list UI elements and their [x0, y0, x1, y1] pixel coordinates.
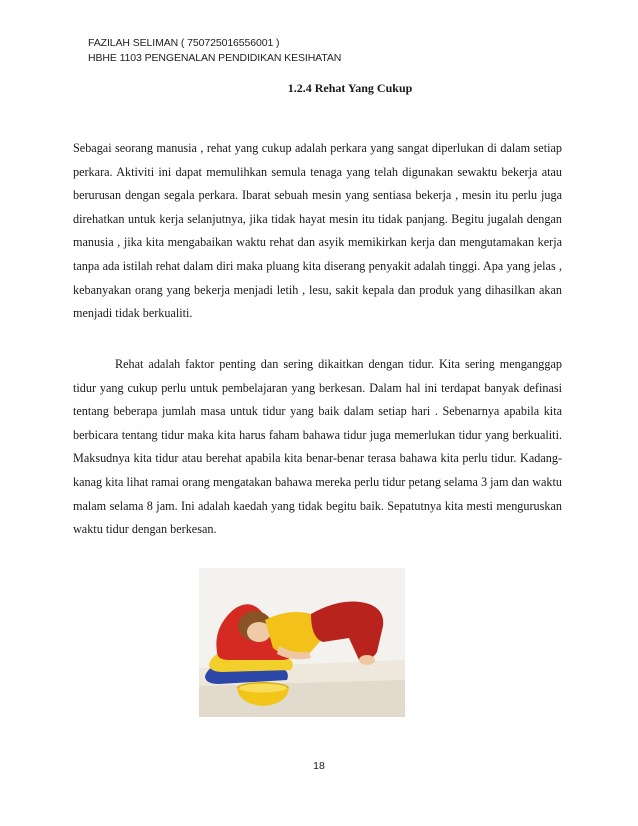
sleeping-child-illustration	[199, 568, 405, 717]
document-header	[88, 36, 341, 66]
header-course-line: HBHE 1103 PENGENALAN PENDIDIKAN KESIHATAN	[88, 52, 342, 64]
paragraph-1: Sebagai seorang manusia , rehat yang cukup adalah perkara yang sangat diperlukan di dalam setiap perkara. Aktiviti ini dapat memulihkan semula tenaga yang telah digunakan sewaktu bekerja atau berurusan dengan segala perkara. Ibarat sebuah mesin yang sentiasa bekerja , mesin itu perlu juga direhatkan untuk kerja selanjutnya, jika tidak hayat mesin itu tidak panjang. Begitu jugalah dengan manusia , jika kita mengabaikan waktu rehat dan asyik memikirkan kerja dan mengutamakan kerja tanpa ada istilah rehat dalam diri maka pluang kita diserang penyakit adalah tinggi. Apa yang jelas , kebanyakan orang yang bekerja menjadi letih , lesu, sakit kepala dan produk yang dihasilkan akan menjadi tidak berkualiti.	[73, 141, 562, 321]
header-author-line: FAZILAH SELIMAN ( 750725016556001 )	[88, 37, 280, 49]
paragraph-2: Rehat adalah faktor penting dan sering dikaitkan dengan tidur. Kita sering menganggap tidur yang cukup perlu untuk pembelajaran yang berkesan. Dalam hal ini terdapat banyak definasi tentang beberapa jumlah masa untuk tidur yang baik dalam setiap hari . Sebenarnya apabila kita berbicara tentang tidur maka kita harus faham bahawa tidur juga memerlukan tidur yang berkualiti. Maksudnya kita tidur atau berehat apabila kita benar-benar terasa bahawa kita perlu tidur. Kadang-kanag kita lihat ramai orang mengatakan bahawa mereka perlu tidur petang selama 3 jam dan waktu malam selama 8 jam. Ini adalah kaedah yang tidak begitu baik. Sepatutnya kita mesti menguruskan waktu tidur dengan berkesan.	[73, 357, 562, 537]
sleeping-child-photo	[199, 568, 405, 717]
section-title	[0, 81, 638, 96]
page-number: 18	[313, 760, 325, 772]
section-title-text: 1.2.4 Rehat Yang Cukup	[287, 81, 413, 95]
